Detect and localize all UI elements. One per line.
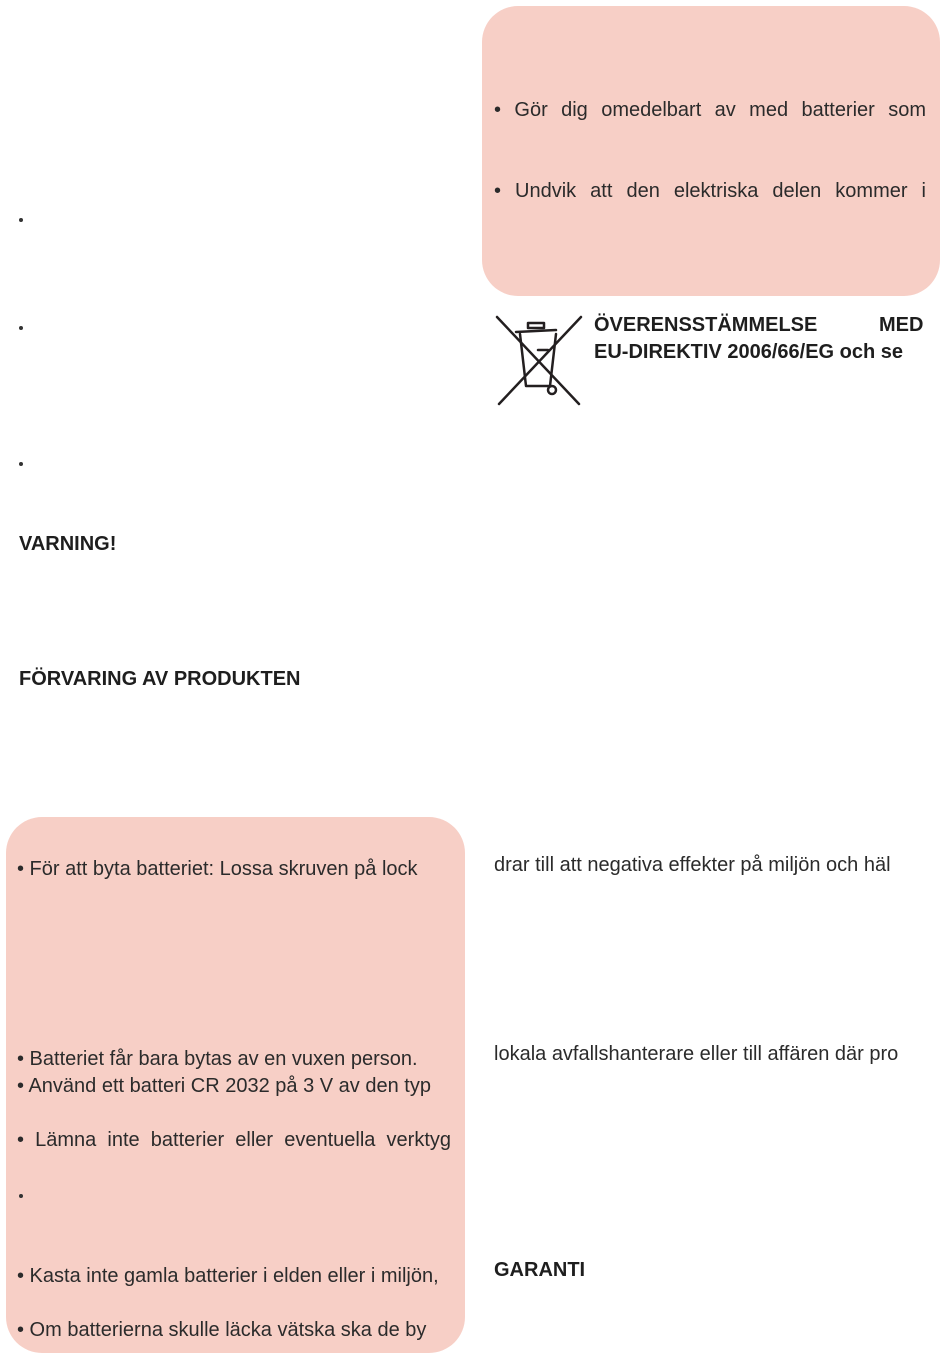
disposal-text-line-1: drar till att negativa effekter på miljön och häl	[494, 854, 891, 876]
conformity-heading-left: ÖVERENSSTÄMMELSE	[594, 314, 818, 336]
battery-box-line-6: • Om batterierna skulle läcka vätska ska de by	[17, 1319, 427, 1341]
bullet-marker	[19, 1194, 23, 1198]
crossed-out-wheelie-bin-icon	[494, 314, 584, 408]
warning-heading: VARNING!	[19, 533, 117, 555]
battery-box-line-1: • För att byta batteriet: Lossa skruven på lock	[17, 858, 418, 880]
battery-box-line-4: • Lämna inte batterier eller eventuella verktyg	[17, 1129, 451, 1151]
bullet-marker	[19, 326, 23, 330]
bullet-marker	[19, 462, 23, 466]
conformity-heading-right: MED	[879, 314, 924, 336]
top-box-line-1: • Gör dig omedelbart av med batterier som	[494, 99, 926, 121]
battery-box-line-5: • Kasta inte gamla batterier i elden eller i miljön,	[17, 1265, 439, 1287]
guarantee-heading: GARANTI	[494, 1259, 586, 1281]
battery-box-line-2: • Batteriet får bara bytas av en vuxen person.	[17, 1048, 418, 1070]
bullet-marker	[19, 218, 23, 222]
conformity-heading-line-2: EU-DIREKTIV 2006/66/EG och se	[594, 341, 904, 363]
disposal-text-line-2: lokala avfallshanterare eller till affären där pro	[494, 1043, 899, 1065]
top-notice-box	[482, 6, 940, 296]
top-box-line-2: • Undvik att den elektriska delen kommer i	[494, 180, 926, 202]
storage-heading: FÖRVARING AV PRODUKTEN	[19, 668, 301, 690]
battery-box-line-3: • Använd ett batteri CR 2032 på 3 V av den typ	[17, 1075, 431, 1097]
